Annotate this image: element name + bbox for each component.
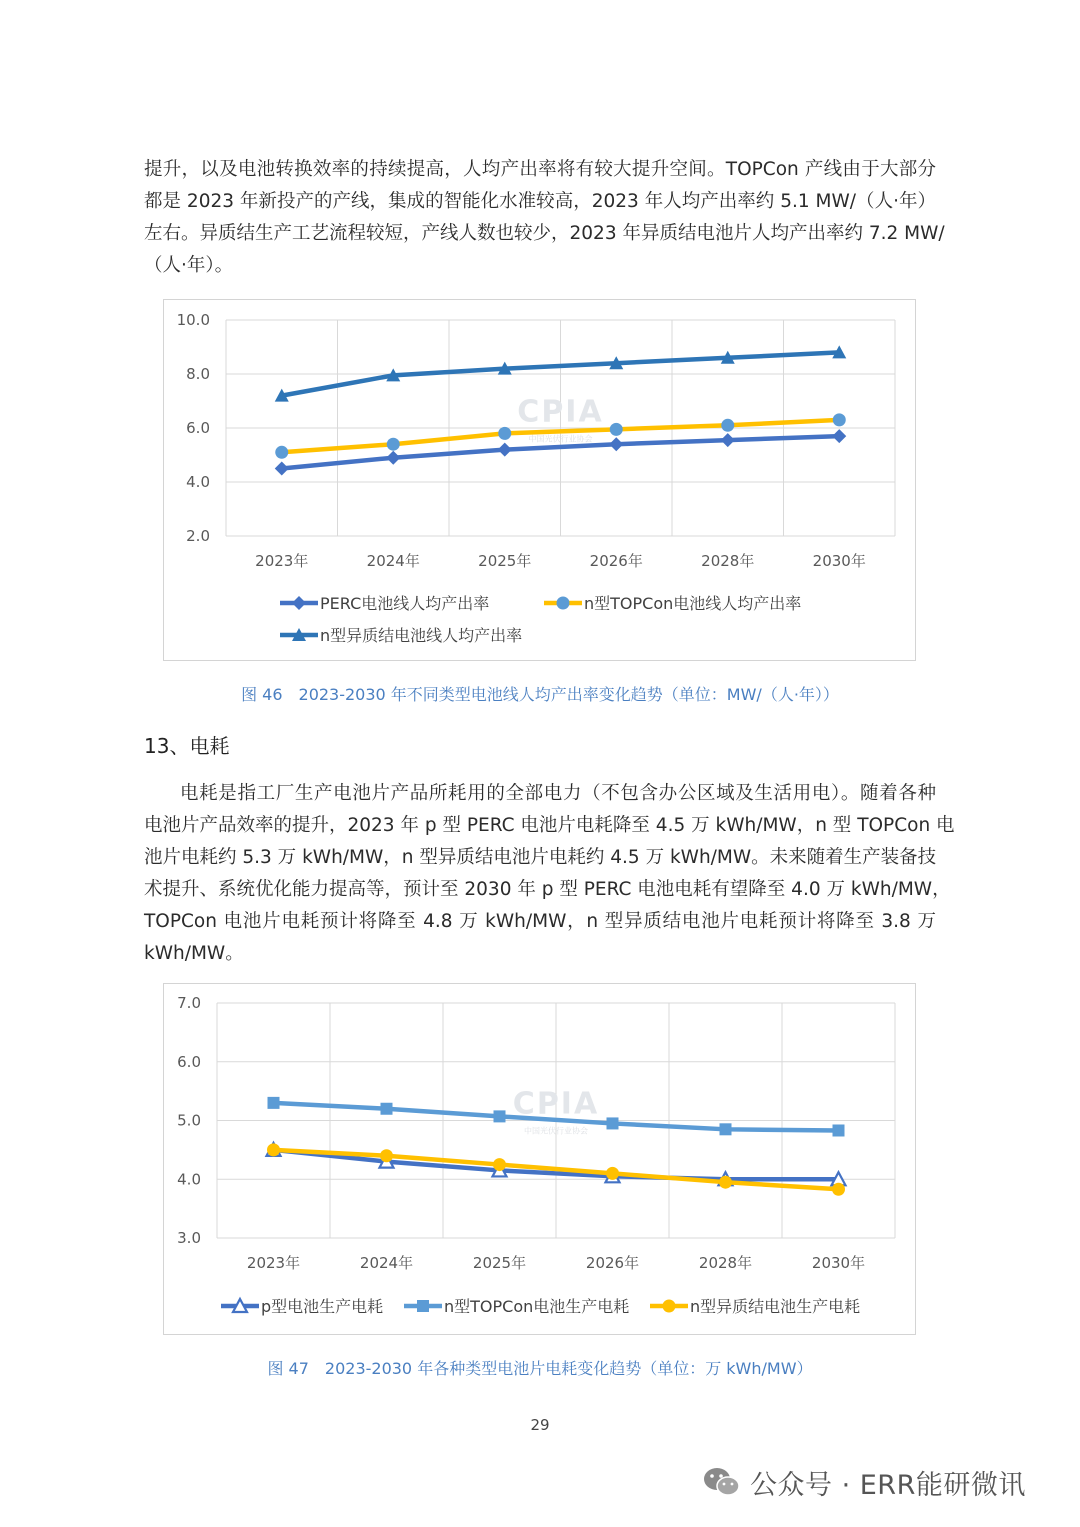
legend-marker	[417, 1300, 429, 1312]
data-point	[498, 443, 512, 457]
paragraph-line: 左右。异质结生产工艺流程较短，产线人数也较少，2023 年异质结电池片人均产出率约 7.2 MW/	[144, 223, 945, 244]
paragraph-line: 电池片产品效率的提升，2023 年 p 型 PERC 电池片电耗降至 4.5 万 kWh/MW，n 型 TOPCon 电	[144, 815, 955, 836]
data-point	[275, 462, 289, 476]
x-tick-label: 2024年	[366, 552, 420, 570]
x-tick-label: 2024年	[359, 1254, 414, 1272]
data-point	[609, 437, 623, 451]
x-tick-label: 2028年	[701, 552, 755, 570]
data-point	[610, 423, 623, 436]
legend-label: p型电池生产电耗	[261, 1297, 384, 1316]
y-tick-label: 3.0	[177, 1229, 201, 1247]
y-tick-label: 5.0	[177, 1111, 201, 1130]
data-point	[386, 451, 400, 465]
y-tick-label: 7.0	[177, 994, 201, 1012]
paragraph-line: 提升，以及电池转换效率的持续提高，人均产出率将有较大提升空间。TOPCon 产线由于大部分	[144, 159, 936, 180]
x-tick-label: 2025年	[478, 552, 532, 570]
legend-label: n型TOPCon电池生产电耗	[444, 1297, 630, 1316]
x-tick-label: 2026年	[589, 552, 643, 570]
chart-47-container	[163, 983, 916, 1335]
y-tick-label: 2.0	[186, 527, 210, 545]
y-tick-label: 4.0	[177, 1170, 201, 1189]
paragraph-line: （人·年）。	[144, 255, 234, 276]
data-point	[381, 1103, 393, 1115]
x-tick-label: 2023年	[246, 1254, 301, 1272]
legend-label: n型异质结电池生产电耗	[690, 1297, 861, 1316]
section-heading: 13、电耗	[144, 734, 230, 758]
wechat-icon	[702, 1465, 742, 1499]
watermark-text: 公众号 · ERR能研微讯	[750, 1469, 1026, 1501]
data-point	[719, 1176, 732, 1189]
data-point	[275, 446, 288, 459]
paragraph-line: 都是 2023 年新投产的产线，集成的智能化水准较高，2023 年人均产出率约 5.1 MW/（人·年）	[144, 191, 936, 212]
data-point	[832, 1183, 845, 1196]
legend-marker	[663, 1300, 676, 1313]
data-point	[721, 419, 734, 432]
data-point	[494, 1110, 506, 1122]
y-tick-label: 6.0	[177, 1052, 201, 1071]
paragraph-line: 术提升、系统优化能力提高等，预计至 2030 年 p 型 PERC 电池电耗有望降至 4.0 万 kWh/MW，	[144, 879, 951, 900]
y-tick-label: 8.0	[186, 365, 210, 383]
data-point	[267, 1143, 280, 1156]
data-point	[607, 1117, 619, 1129]
chart-46-container	[163, 299, 916, 661]
paragraph-line: 池片电耗约 5.3 万 kWh/MW，n 型异质结电池片电耗约 4.5 万 kWh/MW。未来随着生产装备技	[144, 847, 937, 868]
legend-label: n型TOPCon电池线人均产出率	[584, 594, 802, 613]
data-point	[832, 429, 846, 443]
data-point	[498, 427, 511, 440]
x-tick-label: 2030年	[811, 1254, 866, 1272]
page-number: 29	[530, 1416, 550, 1434]
paragraph-line: 电耗是指工厂生产电池片产品所耗用的全部电力（不包含办公区域及生活用电）。随着各种	[180, 783, 936, 804]
y-tick-label: 4.0	[186, 473, 210, 491]
data-point	[833, 413, 846, 426]
wechat-watermark	[702, 1462, 1026, 1502]
data-point	[268, 1097, 280, 1109]
legend-label: n型异质结电池线人均产出率	[320, 626, 523, 645]
x-tick-label: 2023年	[255, 552, 309, 570]
data-point	[720, 1123, 732, 1135]
data-point	[493, 1158, 506, 1171]
data-point	[606, 1167, 619, 1180]
paragraph-line: kWh/MW。	[144, 943, 244, 964]
legend-marker	[557, 597, 570, 610]
legend-marker	[292, 596, 306, 610]
x-tick-label: 2026年	[585, 1254, 640, 1272]
cpia-watermark: CPIA	[517, 394, 604, 430]
x-tick-label: 2030年	[812, 552, 866, 570]
chart-47	[164, 984, 915, 1334]
cpia-watermark-sub: 中国光伏行业协会	[528, 434, 593, 444]
data-point	[387, 438, 400, 451]
chart-47-caption: 图 47 2023-2030 年各种类型电池片电耗变化趋势（单位：万 kWh/MW）	[267, 1359, 813, 1378]
x-tick-label: 2025年	[472, 1254, 527, 1272]
cpia-watermark: CPIA	[512, 1086, 600, 1122]
y-tick-label: 6.0	[186, 419, 210, 437]
y-tick-label: 10.0	[176, 311, 210, 329]
chart-46-caption: 图 46 2023-2030 年不同类型电池线人均产出率变化趋势（单位：MW/（人·年））	[241, 685, 839, 704]
cpia-watermark-sub: 中国光伏行业协会	[524, 1126, 588, 1136]
x-tick-label: 2028年	[698, 1254, 753, 1272]
legend-label: PERC电池线人均产出率	[320, 594, 490, 613]
paragraph-line: TOPCon 电池片电耗预计将降至 4.8 万 kWh/MW，n 型异质结电池片电耗预计将降至 3.8 万	[144, 911, 936, 932]
chart-46	[164, 300, 915, 660]
data-point	[833, 1124, 845, 1136]
data-point	[721, 433, 735, 447]
data-point	[380, 1149, 393, 1162]
